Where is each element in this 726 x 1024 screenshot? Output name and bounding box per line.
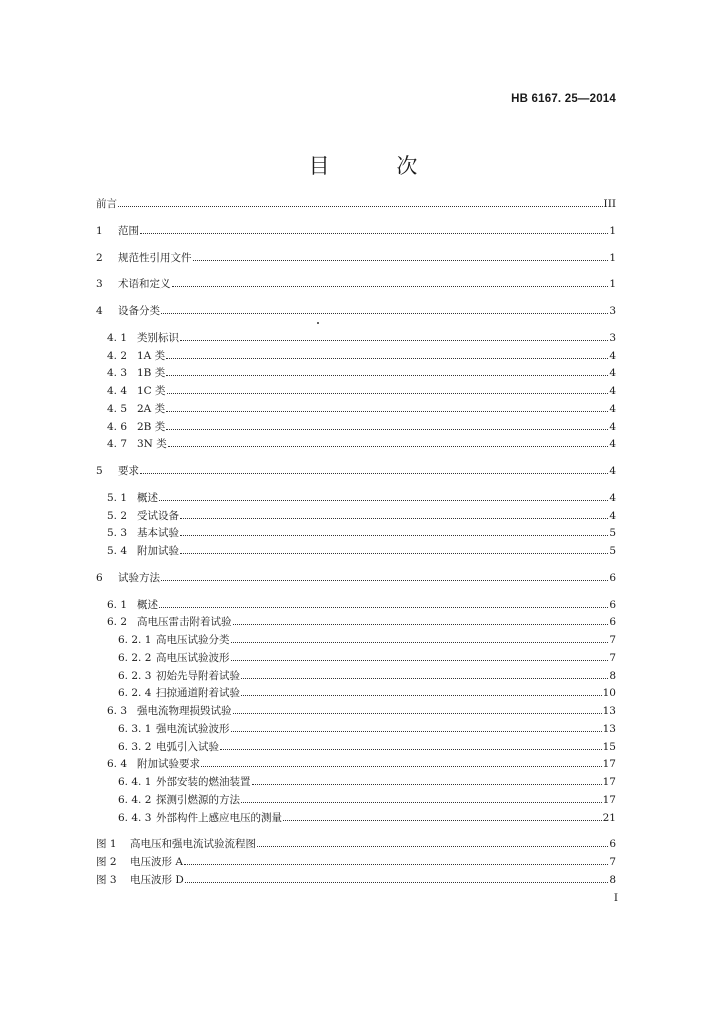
dot-leader xyxy=(166,429,608,430)
toc-entry-title: 要求 xyxy=(118,465,139,477)
toc-entry-page: 17 xyxy=(602,793,616,806)
toc-entry[interactable] xyxy=(96,756,616,774)
toc-entry[interactable] xyxy=(96,774,616,792)
toc-entry-number: 4. 4 xyxy=(107,385,128,397)
toc-entry-title: 受试设备 xyxy=(137,509,179,522)
toc-entry-page: 1 xyxy=(609,251,616,264)
dot-leader xyxy=(184,864,608,865)
toc-entry-title: 初始先导附着试验 xyxy=(156,669,240,682)
dot-leader xyxy=(241,695,602,696)
toc-entry[interactable] xyxy=(96,401,616,419)
toc-entry[interactable] xyxy=(96,419,616,437)
toc-entry-number: 1 xyxy=(96,224,103,237)
toc-entry-title: 扫掠通道附着试验 xyxy=(156,687,240,700)
toc-entry-title: 外部安装的燃油装置 xyxy=(156,776,251,788)
toc-entry-title: 范围 xyxy=(118,224,139,237)
toc-entry-page: 6 xyxy=(609,616,616,629)
dot-leader xyxy=(252,784,602,785)
toc-entry-title: 1C 类 xyxy=(137,385,166,397)
toc-entry-page: 4 xyxy=(609,509,616,522)
page-title: 目 次 xyxy=(308,154,448,178)
dot-leader xyxy=(159,500,608,501)
toc-entry[interactable] xyxy=(96,854,616,872)
toc-entry-page: 3 xyxy=(609,331,616,344)
toc-entry-page: 13 xyxy=(602,705,616,717)
toc-entry-title: 强电流试验波形 xyxy=(156,722,230,735)
toc-entry-number: 3 xyxy=(96,278,103,291)
document-code: HB 6167. 25—2014 xyxy=(511,93,616,105)
toc-entry-page: 13 xyxy=(602,722,616,735)
toc-entry-number: 6. 2. 3 xyxy=(118,669,152,682)
toc-entry-page: 7 xyxy=(609,634,616,646)
toc-entry-number: 2 xyxy=(96,251,103,264)
toc-entry-title: 探测引燃源的方法 xyxy=(156,793,240,806)
toc-entry-page: 17 xyxy=(602,776,616,788)
dot-leader xyxy=(241,678,608,679)
toc-entry-page: 17 xyxy=(602,758,616,771)
toc-entry-page: 8 xyxy=(609,669,616,682)
toc-entry-page: III xyxy=(603,198,616,210)
toc-entry-page: 7 xyxy=(609,651,616,664)
toc-entry[interactable] xyxy=(96,668,616,686)
toc-entry[interactable] xyxy=(96,250,616,268)
toc-entry-page: 4 xyxy=(609,491,616,504)
toc-entry-title: 附加试验要求 xyxy=(137,758,200,771)
dot-leader xyxy=(233,713,602,714)
toc-entry-number: 前言 xyxy=(96,198,117,210)
toc-entry-title: 2B 类 xyxy=(137,420,166,433)
toc-entry[interactable] xyxy=(96,223,616,241)
toc-entry-number: 4. 3 xyxy=(107,367,128,380)
toc-entry[interactable] xyxy=(96,196,616,214)
toc-entry[interactable] xyxy=(96,365,616,383)
toc-entry[interactable] xyxy=(96,739,616,757)
toc-entry[interactable] xyxy=(96,597,616,615)
toc-entry[interactable] xyxy=(96,276,616,294)
toc-entry-page: 6 xyxy=(609,838,616,851)
toc-entry-number: 5. 1 xyxy=(107,491,128,504)
toc-entry-number: 5. 2 xyxy=(107,509,128,522)
toc-entry[interactable] xyxy=(96,330,616,348)
toc-entry-number: 6. 3 xyxy=(107,705,128,717)
toc-entry-number: 4. 5 xyxy=(107,402,128,415)
dot-leader xyxy=(231,642,609,643)
toc-entry-title: 概述 xyxy=(137,491,158,504)
toc-entry-title: 2A 类 xyxy=(137,402,166,415)
dot-leader xyxy=(166,375,608,376)
toc-entry-title: 设备分类 xyxy=(118,305,160,317)
toc-entry-page: 10 xyxy=(602,687,616,700)
toc-entry[interactable] xyxy=(96,525,616,543)
toc-entry-title: 术语和定义 xyxy=(118,278,171,291)
toc-entry-number: 4. 7 xyxy=(107,438,128,451)
dot-leader xyxy=(201,766,602,767)
toc-entry-number: 6. 3. 1 xyxy=(118,722,152,735)
dot-leader xyxy=(140,473,608,474)
dot-leader xyxy=(257,846,608,847)
toc-entry-page: 1 xyxy=(609,278,616,291)
dot-leader xyxy=(180,518,608,519)
dot-leader xyxy=(233,624,609,625)
toc-entry[interactable] xyxy=(96,685,616,703)
toc-entry-number: 图 1 xyxy=(96,838,117,851)
dot-leader xyxy=(159,607,608,608)
toc-entry-page: 21 xyxy=(602,811,616,824)
toc-entry-number: 图 3 xyxy=(96,873,117,886)
toc-entry-page: 4 xyxy=(609,385,616,397)
toc-entry-title: 外部构件上感应电压的测量 xyxy=(156,811,282,824)
toc-entry-page: 4 xyxy=(609,349,616,362)
toc-entry-page: 4 xyxy=(609,420,616,433)
toc-entry-number: 6 xyxy=(96,571,103,584)
toc-entry-title: 类别标识 xyxy=(137,331,179,344)
toc-entry-number: 4. 1 xyxy=(107,331,128,344)
toc-entry-page: 5 xyxy=(609,545,616,557)
toc-entry-number: 6. 4. 2 xyxy=(118,793,152,806)
toc-entry[interactable] xyxy=(96,721,616,739)
toc-entry[interactable] xyxy=(96,383,616,401)
toc-entry-number: 4. 6 xyxy=(107,420,128,433)
dot-leader xyxy=(166,411,608,412)
toc-entry-number: 6. 1 xyxy=(107,598,128,611)
toc-entry-title: 高电压雷击附着试验 xyxy=(137,616,232,629)
toc-entry[interactable] xyxy=(96,348,616,366)
toc-entry-title: 强电流物理损毁试验 xyxy=(137,705,232,717)
toc-entry-title: 1A 类 xyxy=(137,349,166,362)
dot-leader xyxy=(180,553,608,554)
dot-leader xyxy=(231,731,602,732)
toc-entry-page: 8 xyxy=(609,873,616,886)
toc-entry-number: 5. 4 xyxy=(107,545,128,557)
toc-entry[interactable] xyxy=(96,463,616,481)
dot-leader xyxy=(166,358,608,359)
toc-entry-number: 5 xyxy=(96,465,103,477)
toc-entry-title: 3N 类 xyxy=(137,438,167,451)
toc-entry[interactable] xyxy=(96,836,616,854)
toc-entry-title: 概述 xyxy=(137,598,158,611)
toc-entry-page: 4 xyxy=(609,465,616,477)
toc-entry[interactable] xyxy=(96,508,616,526)
toc-entry[interactable] xyxy=(96,570,616,588)
dot-leader xyxy=(168,446,609,447)
toc-entry[interactable] xyxy=(96,703,616,721)
toc-entry-page: 4 xyxy=(609,367,616,380)
dot-leader xyxy=(283,820,602,821)
toc-entry-title: 试验方法 xyxy=(118,571,160,584)
dot-leader xyxy=(193,260,609,261)
toc-entry[interactable] xyxy=(96,543,616,561)
toc-entry[interactable] xyxy=(96,303,616,321)
toc-entry[interactable] xyxy=(96,614,616,632)
dot-leader xyxy=(161,313,608,314)
toc-entry-title: 电压波形 A xyxy=(130,856,183,868)
toc-entry-title: 基本试验 xyxy=(137,527,179,540)
toc-entry-number: 6. 3. 2 xyxy=(118,740,152,753)
page-number: I xyxy=(613,892,618,904)
toc-entry-number: 6. 2. 2 xyxy=(118,651,152,664)
toc-entry-number: 5. 3 xyxy=(107,527,128,540)
toc-entry-title: 高电压试验分类 xyxy=(156,634,230,646)
toc-entry-number: 6. 2 xyxy=(107,616,128,629)
toc-entry[interactable] xyxy=(96,632,616,650)
toc-entry-number: 4. 2 xyxy=(107,349,128,362)
toc-entry-title: 规范性引用文件 xyxy=(118,251,192,264)
toc-entry-title: 电弧引入试验 xyxy=(156,740,219,753)
toc-entry-title: 附加试验 xyxy=(137,545,179,557)
dot-leader xyxy=(180,340,608,341)
toc-entry-title: 高电压和强电流试验流程图 xyxy=(130,838,256,851)
toc-entry-page: 4 xyxy=(609,438,616,451)
toc-entry-page: 4 xyxy=(609,402,616,415)
toc-entry-page: 15 xyxy=(602,740,616,753)
toc-entry-page: 1 xyxy=(609,224,616,237)
toc-entry-title: 电压波形 D xyxy=(130,873,184,886)
dot-leader xyxy=(220,749,602,750)
toc-entry-title: 高电压试验波形 xyxy=(156,651,230,664)
dot-leader xyxy=(180,535,608,536)
dot-leader xyxy=(185,882,609,883)
toc-entry[interactable] xyxy=(96,436,616,454)
table-of-contents xyxy=(96,196,616,890)
toc-entry-number: 6. 4. 3 xyxy=(118,811,152,824)
dot-leader xyxy=(241,802,602,803)
dot-leader xyxy=(161,580,608,581)
toc-entry-page: 3 xyxy=(609,305,616,317)
toc-entry-title: 1B 类 xyxy=(137,367,166,380)
toc-entry-number: 6. 2. 4 xyxy=(118,687,152,700)
toc-entry[interactable] xyxy=(96,792,616,810)
dot-leader xyxy=(118,206,603,207)
toc-entry-number: 6. 4 xyxy=(107,758,128,771)
dot-leader xyxy=(167,393,609,394)
toc-entry-page: 6 xyxy=(609,571,616,584)
toc-entry[interactable] xyxy=(96,650,616,668)
toc-entry[interactable] xyxy=(96,490,616,508)
dot-leader xyxy=(231,660,609,661)
toc-entry-page: 6 xyxy=(609,598,616,611)
toc-entry[interactable] xyxy=(96,810,616,828)
toc-entry-page: 5 xyxy=(609,527,616,540)
dot-leader xyxy=(140,233,608,234)
toc-entry-number: 4 xyxy=(96,305,103,317)
toc-entry-number: 图 2 xyxy=(96,856,117,868)
dot-leader xyxy=(172,286,609,287)
toc-entry-number: 6. 2. 1 xyxy=(118,634,152,646)
toc-entry-page: 7 xyxy=(609,856,616,868)
toc-entry[interactable] xyxy=(96,872,616,890)
toc-entry-number: 6. 4. 1 xyxy=(118,776,152,788)
